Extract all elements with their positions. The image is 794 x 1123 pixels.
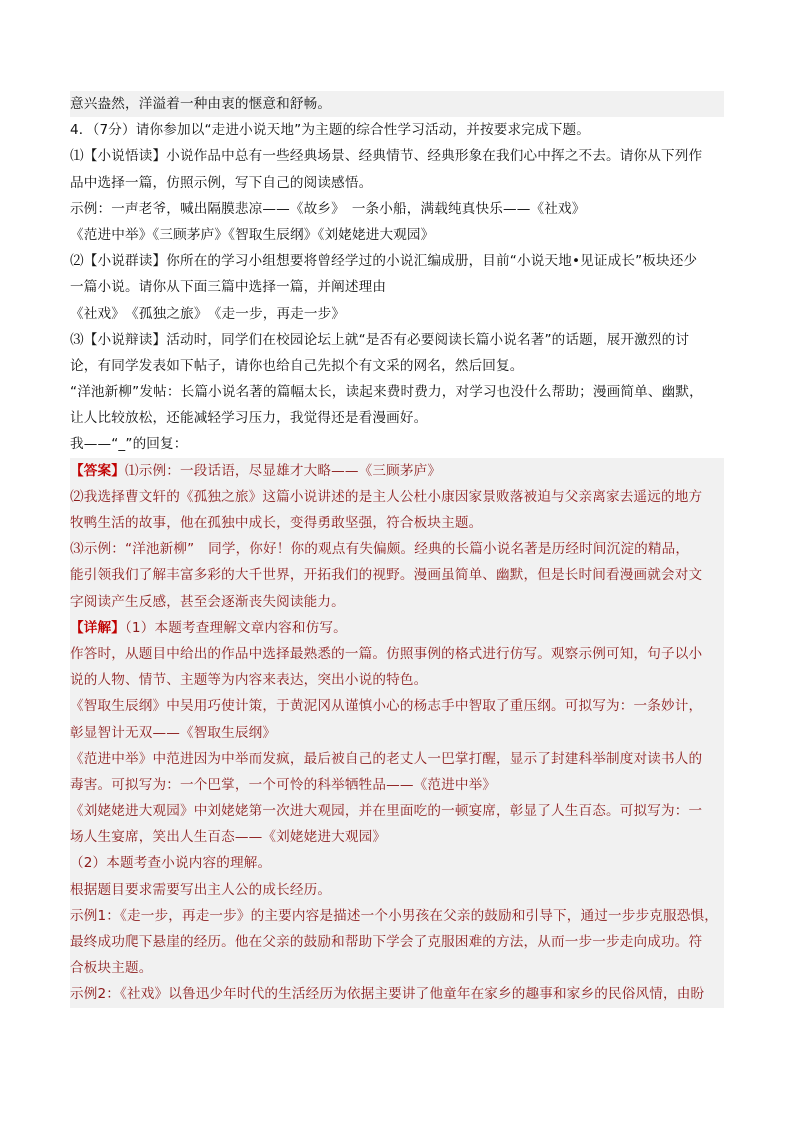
explanation-line: 最终成功爬下悬崖的经历。他在父亲的鼓励和帮助下学会了克服困难的方法，从而一步一步走向成功。符 <box>70 929 724 955</box>
text-line: 示例：一声老爷，喊出隔膜悲凉——《故乡》 一条小船，满载纯真快乐——《社戏》 <box>70 200 586 217</box>
explanation-line: 《智取生辰纲》中吴用巧使计策，于黄泥冈从谨慎小心的杨志手中智取了重压纲。可拟写为：一条妙计， <box>70 693 724 719</box>
text-line: 让人比较放松，还能减轻学习压力，我觉得还是看漫画好。 <box>70 410 428 427</box>
answer-line: 【答案】⑴示例：一段话语，尽显雄才大略——《三顾茅庐》 <box>70 458 724 484</box>
explanation-line: 《刘姥姥进大观园》中刘姥姥第一次进大观园，并在里面吃的一顿宴席，彰显了人生百态。可拟写为：一 <box>70 798 724 824</box>
explanation-line: 场人生宴席，笑出人生百态——《刘姥姥进大观园》 <box>70 824 724 850</box>
question-heading: 4．（7分）请你参加以“走进小说天地”为主题的综合性学习活动，并按要求完成下题。 <box>70 122 590 139</box>
explanation-line: 说的人物、情节、主题等为内容来表达，突出小说的特色。 <box>70 667 724 693</box>
explanation-line: 《范进中举》中范进因为中举而发疯，最后被自己的老丈人一巴掌打醒，显示了封建科举制度对读书人的 <box>70 746 724 772</box>
answer-line: 字阅读产生反感，甚至会逐渐丧失阅读能力。 <box>70 589 724 615</box>
text-line: “洋池新柳”发帖：长篇小说名著的篇幅太长，读起来费时费力，对学习也没什么帮助；漫画简单、幽默， <box>70 384 703 401</box>
text-line: ⑴【小说悟读】小说作品中总有一些经典场景、经典情节、经典形象在我们心中挥之不去。请你从下列作 <box>70 148 703 165</box>
answer-line: ⑶示例：“洋池新柳” 同学，你好！你的观点有失偏颇。经典的长篇小说名著是历经时间沉淀的精品， <box>70 536 724 562</box>
explanation-line: 根据题目要求需要写出主人公的成长经历。 <box>70 877 724 903</box>
explanation-line: 合板块主题。 <box>70 955 724 981</box>
explanation-line: 【详解】（1）本题考查理解文章内容和仿写。 <box>70 615 724 641</box>
text-line: 《范进中举》《三顾茅庐》《智取生辰纲》《刘姥姥进大观园》 <box>70 226 435 243</box>
text-line: 品中选择一篇，仿照示例，写下自己的阅读感悟。 <box>70 174 373 191</box>
text-line: ⑶【小说辩读】活动时，同学们在校园论坛上就“是否有必要阅读长篇小说名著”的话题，展开激烈的讨 <box>70 331 690 348</box>
text-line: 一篇小说。请你从下面三篇中选择一篇，并阐述理由 <box>70 279 387 296</box>
text-line: ⑵【小说群读】你所在的学习小组想要将曾经学过的小说汇编成册，目前“小说天地•见证成长”板块还少 <box>70 253 698 270</box>
explanation-line: 彰显智计无双——《智取生辰纲》 <box>70 720 724 746</box>
text-line: 《社戏》 《孤独之旅》 《走一步，再走一步》 <box>70 305 346 322</box>
text-line: 论，有同学发表如下帖子，请你也给自己先拟个有文采的网名，然后回复。 <box>70 357 524 374</box>
answer-line: ⑵我选择曹文轩的《孤独之旅》这篇小说讲述的是主人公杜小康因家景败落被迫与父亲离家去遥远的地方 <box>70 484 724 510</box>
explanation-line: （2）本题考查小说内容的理解。 <box>70 850 724 876</box>
answer-line: 能引领我们了解丰富多彩的大千世界，开拓我们的视野。漫画虽简单、幽默，但是长时间看漫画就会对文 <box>70 562 724 588</box>
document-body <box>70 91 724 1008</box>
answer-line: 牧鸭生活的故事，他在孤独中成长，变得勇敢坚强，符合板块主题。 <box>70 510 724 536</box>
section-tag: 【详解】 <box>70 619 125 636</box>
section-tag: 【答案】 <box>70 462 125 479</box>
text-line: 我——“_”的回复： <box>70 436 188 453</box>
text-line: 意兴盎然，洋溢着一种由衷的惬意和舒畅。 <box>70 91 724 117</box>
explanation-line: 示例1：《走一步，再走一步》的主要内容是描述一个小男孩在父亲的鼓励和引导下，通过一步步克服恐惧， <box>70 903 724 929</box>
explanation-line: 作答时，从题目中给出的作品中选择最熟悉的一篇。仿照事例的格式进行仿写。观察示例可知，句子以小 <box>70 641 724 667</box>
explanation-line: 示例2：《社戏》以鲁迅少年时代的生活经历为依据主要讲了他童年在家乡的趣事和家乡的民俗风情，由盼 <box>70 981 724 1007</box>
explanation-line: 毒害。可拟写为：一个巴掌，一个可怜的科举牺牲品——《范进中举》 <box>70 772 724 798</box>
